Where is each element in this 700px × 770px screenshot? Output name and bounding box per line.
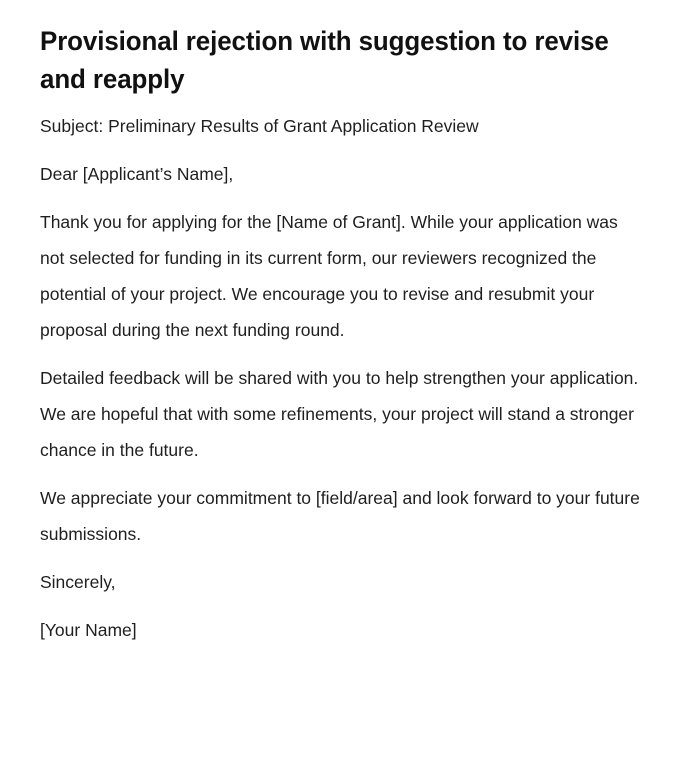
paragraph-feedback: Detailed feedback will be shared with you to help strengthen your application. We are hopeful that with some refinements, your project will stand a stronger chance in the future. — [40, 368, 639, 460]
sign-off: Sincerely, — [40, 572, 116, 592]
paragraph-opening: Thank you for applying for the [Name of Grant]. While your application was not selected for funding in its current form, our reviewers recognized the potential of your project. We encourage you to revise and resubmit your proposal during the next funding round. — [40, 212, 618, 340]
paragraph-closing: We appreciate your commitment to [field/area] and look forward to your future submissions. — [40, 488, 640, 544]
salutation: Dear [Applicant’s Name], — [40, 164, 234, 184]
letter-body — [40, 108, 642, 648]
page-title: Provisional rejection with suggestion to revise and reapply — [40, 26, 609, 94]
subject-line: Subject: Preliminary Results of Grant Application Review — [40, 116, 479, 136]
signature-name: [Your Name] — [40, 620, 137, 640]
